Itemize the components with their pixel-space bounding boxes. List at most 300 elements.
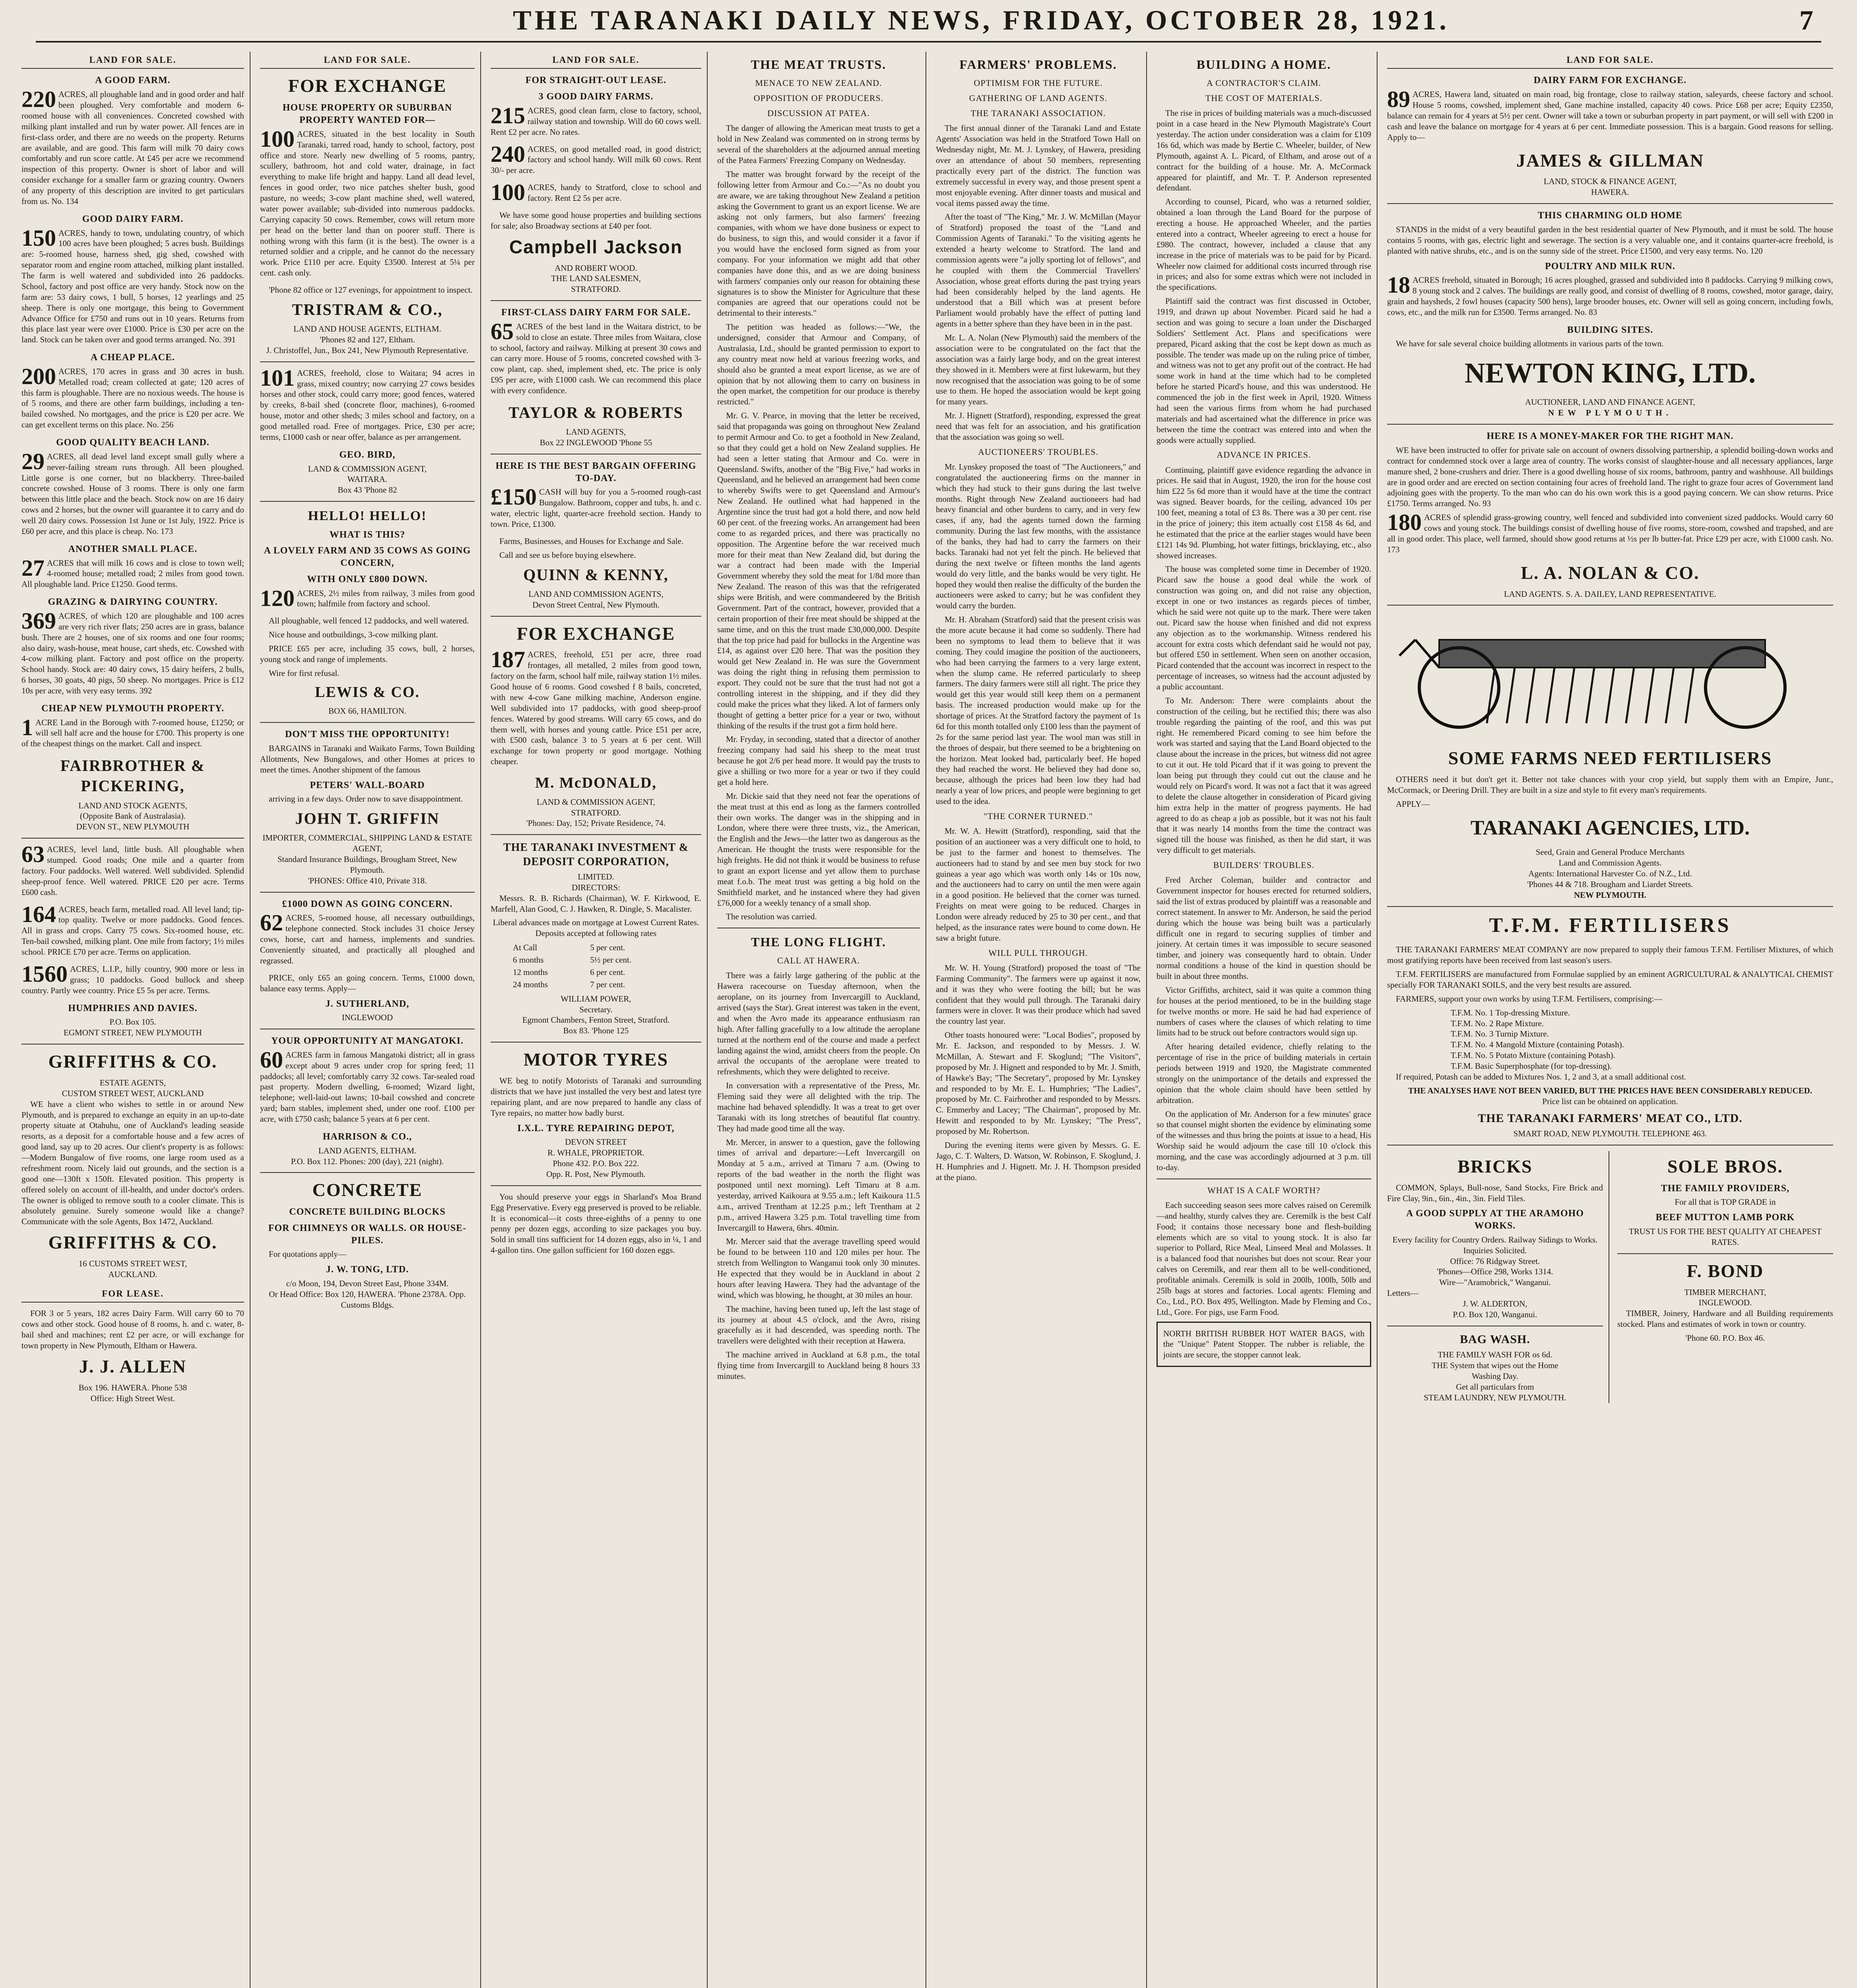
- firm-line: P.O. Box 105.: [109, 1017, 156, 1027]
- acreage: 369: [21, 608, 56, 634]
- article-paragraph: In conversation with a representative of the Press, Mr. Fleming said they were all delighted with the trip. The machine had behaved splendidly. It was a treat to get over Taranaki with its long stretches of beautiful flat country. They had made good time all the way.: [717, 1081, 920, 1133]
- firm-name: THE TARANAKI FARMERS' MEAT CO., LTD.: [1478, 1111, 1743, 1125]
- firm-line: SMART ROAD, NEW PLYMOUTH. TELEPHONE 463.: [1513, 1128, 1707, 1138]
- classified-ad: [260, 365, 475, 443]
- article-subhead: THE TARANAKI ASSOCIATION.: [970, 108, 1106, 118]
- article-subhead: WILL PULL THROUGH.: [988, 947, 1088, 958]
- ad-text: T.F.M. FERTILISERS are manufactured from Formulae supplied by an eminent AGRICULTURAL & ANALYTICAL CHEMIST specially FOR TARANAKI SOILS, and the very best results are assured.: [1387, 969, 1833, 990]
- ad-title: YOUR OPPORTUNITY AT MANGATOKI.: [271, 1036, 464, 1046]
- ad-text: ACRES, of which 120 are ploughable and 100 acres are very rich river flats; 250 acres are in grass, balance bush. There are 2 houses, one of six rooms and one four rooms; also dairy, wash-house, meat house, cart sheds, etc. Cowshed with 4-cow milking plant. Factory and post office on the property. School handy. Stock are: 40 dairy cows, 15 dairy heifers, 2 bulls, 6 horses, 30 goats, 40 pigs, 50 sheep. No mortgages. Price is £12 10s per acre, with very easy terms. 392: [21, 611, 244, 695]
- ad-text: ACRES, 5-roomed house, all necessary outbuildings, telephone connected. Stock includes 31 choice Jersey cows, horse, cart and harness, implements and sundries. Conveniently situated, and practically all ploughed and regrassed.: [260, 913, 475, 965]
- firm-name: TARANAKI AGENCIES, LTD.: [1470, 816, 1750, 839]
- firm-line: P.O. Box 120, Wanganui.: [1453, 1309, 1537, 1319]
- column-1: [16, 52, 250, 1988]
- ad-text: FOR 3 or 5 years, 182 acres Dairy Farm. Will carry 60 to 70 cows and other stock. Good house of 8 rooms, h. and c. water, 8-bail shed and machines; rent £2 per acre, or will exchange for town property in New Plymouth, Eltham or Hawera.: [21, 1309, 244, 1350]
- acreage: 63: [21, 841, 45, 868]
- ad-text: For quotations apply—: [269, 1249, 346, 1259]
- firm-line: R. WHALE, PROPRIETOR.: [547, 1148, 644, 1158]
- firm-line: BOX 66, HAMILTON.: [328, 706, 406, 716]
- table-cell: 5½ per cent.: [590, 955, 632, 965]
- ad-text: Liberal advances made on mortgage at Lowest Current Rates.: [493, 918, 699, 928]
- firm-line: DEVON STREET: [565, 1137, 627, 1147]
- ad-text: Washing Day.: [1471, 1371, 1519, 1381]
- acreage: 18: [1387, 272, 1410, 298]
- ad-text: ACRES, 2½ miles from railway, 3 miles from good town; halfmile from factory and school.: [297, 588, 475, 609]
- ad-title: CONCRETE: [312, 1180, 423, 1200]
- divider: [1387, 605, 1833, 606]
- firm-name: J. SUTHERLAND,: [325, 998, 409, 1009]
- classified-ad: [21, 714, 244, 749]
- ad-heading: GRAZING & DAIRYING COUNTRY.: [48, 597, 218, 608]
- firm-name: GRIFFITHS & CO.: [48, 1051, 217, 1072]
- article-subhead: GATHERING OF LAND AGENTS.: [969, 93, 1108, 103]
- list-item: T.F.M. No. 1 Top-dressing Mixture.: [1451, 1008, 1570, 1017]
- ad-title: T.F.M. FERTILISERS: [1489, 914, 1731, 937]
- table-cell: 12 months: [513, 967, 548, 977]
- ad-title: SOLE BROS.: [1667, 1156, 1783, 1176]
- ad-subtitle: CONCRETE BUILDING BLOCKS: [289, 1207, 446, 1217]
- article-subhead: A CONTRACTOR'S CLAIM.: [1207, 78, 1321, 88]
- divider: [491, 834, 701, 835]
- ad-text: ACRES, good clean farm, close to factory, school, railway station and township. Will do 60 cows well. Rent £2 per acre. No rates.: [491, 105, 701, 137]
- section-header: LAND FOR SALE.: [1387, 52, 1833, 69]
- ad-text: Price list can be obtained on application.: [1542, 1096, 1678, 1106]
- divider: [1387, 424, 1833, 425]
- firm-line: 'Phones 44 & 718. Brougham and Liardet Streets.: [1527, 879, 1693, 889]
- bottom-ads: [1387, 1151, 1833, 1403]
- classified-ad: [491, 141, 701, 176]
- ad-title: MOTOR TYRES: [523, 1049, 669, 1070]
- ad-text: You should preserve your eggs in Sharland's Moa Brand Egg Preservative. Every egg preserved is proved to be reliable. It is economical—it costs three-eighths of a penny to one penny per dozen eggs, according to size packages you buy. Sold in small tins sufficient for 14 dozen eggs, also in ¼, 1 and 4-gallon tins. One gallon sufficient for 160 dozen eggs.: [491, 1192, 701, 1255]
- article-paragraph: The danger of allowing the American meat trusts to get a hold in New Zealand was commented on in strong terms by several of the shareholders at the adjourned annual meeting of the Patea Farmers' Freezing Company on Wednesday.: [717, 123, 920, 165]
- ad-subtitle: WITH ONLY £800 DOWN.: [307, 574, 428, 584]
- article-paragraph: Mr. Lynskey proposed the toast of "The Auctioneers," and congratulated the auctioneering firms on the manner in which they had stuck to their guns during the last twelve months. Right through New Zealand auctioneers had had heavy financial and other burdens to carry, and in very few cases, if any, had the agents turned down the farming community. During the last few months, with the assistance of the banks, they had had to carry the farmers on their backs. Taranaki had not yet felt the pinch. He believed that during the next twelve or fifteen months the land agents would do very little, and the banks would be very tight. He hoped they would then realise the difficulty of the burden the auctioneers were asked to carry; but he was confident they would carry the burden.: [936, 462, 1141, 611]
- ad-text: ACRES, situated in the best locality in South Taranaki, tarred road, handy to school, factory, post office and store. Nearly new dwelling of 5 rooms, pantry, scullery, bathroom, hot and cold water, drainage, in fact everything to make life bright and happy. Land all dead level, fences in good order, two nice patches shelter bush, good pasture, no weeds; 3-cow plant machine shed, well watered, water power available; sub-divided into numerous paddocks. Carrying capacity 50 cows. Remember, cows will return more per head on the better land than on poorer stuff. There is nothing wrong with this farm (it is the best). The owner is a returned soldier and a cripple, and he cannot do the necessary work. Price £110 per acre. Equity £3500. Interest at 5¼ per cent. cash only.: [260, 129, 475, 278]
- list-item: T.F.M. No. 4 Mangold Mixture (containing Potash).: [1451, 1040, 1624, 1050]
- acreage: 215: [491, 102, 525, 128]
- firm-line: Box 43 'Phone 82: [338, 485, 397, 495]
- ad-text: WE have been instructed to offer for private sale on account of owners dissolving partnership, a splendid boiling-down works and contract for condemned stock over a large area of country. The works consist of slaughter-house and all necessary appliances, large manure shed, 2 bone-crushers and drier. There is a good dwelling house of six rooms, bathroom, pantry and washhouse. All buildings are in good order and are erected on section containing four acres of freehold land. The right to graze four acres of Government land adjoining goes with the property. To the man who can do his own work this is a good paying concern. We can show returns. Price £1750. Terms arranged. No. 93: [1387, 445, 1833, 509]
- firm-line: P.O. Box 112. Phones: 200 (day), 221 (night).: [291, 1156, 444, 1166]
- article-subhead: DISCUSSION AT PATEA.: [767, 108, 870, 118]
- firm-line: DIRECTORS:: [571, 882, 621, 892]
- ad-text: THE System that wipes out the Home: [1432, 1361, 1558, 1371]
- firm-line: INGLEWOOD: [342, 1013, 393, 1023]
- ad-text: WE have a client who wishes to settle in or around New Plymouth, and is prepared to exchange an equity in an up-to-date property situate at Otahuhu, one of Auckland's leading seaside resorts, as a deposit for a comfortable house and a few acres of good land, say up to 20 acres. Our client's property is as follows:—Modern Bungalow of five rooms, one large room used as a refreshment room. Nicely laid out grounds, and the section is a good one—130ft x 150ft. Elevated position. This property is offered solely on account of ill-health, and under doctor's orders. The owner is obliged to remove south to a cooler climate. This is absolutely genuine. Surely someone would like a change? Communicate with the sole Agents, Box 1472, Auckland.: [21, 1099, 244, 1227]
- firm-name: J. J. ALLEN: [79, 1356, 186, 1376]
- section-header: LAND FOR SALE.: [491, 52, 701, 69]
- table-cell: 6 months: [513, 955, 544, 965]
- classified-ad: [491, 102, 701, 138]
- ad-text: Deposits accepted at following rates: [535, 928, 657, 938]
- ad-subtitle: 3 GOOD DAIRY FARMS.: [538, 91, 654, 102]
- ad-text: arriving in a few days. Order now to save disappointment.: [269, 794, 463, 804]
- firm-line: STEAM LAUNDRY, NEW PLYMOUTH.: [1424, 1392, 1566, 1402]
- firm-line: AUCTIONEER, LAND AND FINANCE AGENT,: [1525, 397, 1695, 407]
- firm-line: Phone 432. P.O. Box 222.: [553, 1159, 639, 1169]
- firm-line: INGLEWOOD.: [1698, 1298, 1752, 1308]
- section-header: LAND FOR SALE.: [21, 52, 244, 69]
- ad-text: PRICE £65 per acre, including 35 cows, bull, 2 horses, young stock and range of implements.: [260, 644, 475, 664]
- firm-line: ESTATE AGENTS,: [99, 1077, 166, 1087]
- article-subhead: THE COST OF MATERIALS.: [1205, 93, 1323, 103]
- firm-line: WAITARA.: [347, 474, 388, 484]
- classified-ad: [491, 179, 701, 206]
- article-paragraph: The matter was brought forward by the receipt of the following letter from Armour and Co.:—"As no doubt you are aware, we are taking throughout New Zealand a petition asking the Government to grant us an export license. We are asking not only farmers, but also farmers' freezing companies, with whom we have done business or expect to do business, to sign this, and would consider it a favor if you would have the enclosed form signed as from your company. For your information we might add that other companies have done this, and as we are doing business with farmers' companies only our reason for obtaining these signatures is to show the Minister for Agriculture that these companies are agreed that our operations could not be detrimental to their interests.": [717, 169, 920, 318]
- article-subhead: OPPOSITION OF PRODUCERS.: [753, 93, 884, 103]
- firm-line: LAND AND HOUSE AGENTS, ELTHAM.: [293, 324, 441, 334]
- firm-name: THE TARANAKI INVESTMENT & DEPOSIT CORPORATION,: [503, 841, 689, 868]
- ad-text: ACRES farm in famous Mangatoki district; all in grass except about 9 acres under crop for spring feed; 11 paddocks; all level; comfortably carry 32 cows. Tar-sealed road past property. Modern dwelling, 6-roomed; Wizard light, telephone; well-laid-out lawns; 10-bail cowshed and concrete yard; barn stables, implement shed, under one roof. £100 per acre, with £750 cash; balance 5 years at 6 per cent.: [260, 1050, 475, 1124]
- classified-ad: [491, 484, 701, 530]
- ad-text: ACRES freehold, situated in Borough; 16 acres ploughed, grassed and subdivided into 8 paddocks. Carrying 9 milking cows, 8 young stock and 2 calves. The buildings are really good, and consist of dwelling of 8 rooms, cowshed, motor garage, dairy, grain and haysheds, 2 fowl houses (capacity 500 hens), large brooder houses, etc. Owner will sell as going concern, including fowls, cows, etc., and the milk run for £3500. Terms arranged. No. 83: [1387, 275, 1833, 317]
- ad-text: ACRES, handy to town, undulating country, of which 100 acres have been ploughed; 5 acres bush. Buildings are: 5-roomed house, harness shed, gig shed, cowshed with separator room and engine room attached, milking plant installed. The farm is well watered and subdivided into 26 paddocks. School, factory and post office are very handy. Stock now on the farm are: 53 dairy cows, 1 bull, 5 horses, 12 yearlings and 25 sheep. There is only one mortgage, this being to Government Advance Office for £750 and runs out in 10 years. Returns from this place last year were over £1000. Price is £30 per acre on the land. Stock can be taken over and good terms arranged. No. 391: [21, 228, 244, 345]
- table-row: [512, 979, 679, 990]
- acreage: 89: [1387, 86, 1410, 113]
- ad-text: APPLY—: [1396, 799, 1430, 809]
- classified-ad: [21, 555, 244, 590]
- acreage: 62: [260, 910, 283, 936]
- list-item: T.F.M. Basic Superphosphate (for top-dressing).: [1451, 1061, 1612, 1071]
- table-row: [512, 942, 679, 953]
- divider: [491, 300, 701, 301]
- ad-text: ACRES, Hawera land, situated on main road, big frontage, close to railway station, saleyards, cheese factory and school. House 5 rooms, cowshed, implement shed, Gane machine installed, capacity 40 cows. Price £68 per acre; Equity £2350, balance can remain for 4 years at 5½ per cent. Owner will take a town or suburban property in part payment, or will sell with £200 in cash and leave the balance on mortgage for 4 years at 6 per cent. Immediate possession. This is a bargain. Good reasons for selling. Apply to—: [1387, 89, 1833, 142]
- ad-subtitle: A LOVELY FARM AND 35 COWS AS GOING CONCERN,: [264, 546, 471, 569]
- divider: [260, 1172, 475, 1173]
- article-paragraph: On the application of Mr. Anderson for a few minutes' grace so that counsel might shorten the evidence by eliminating some of the witnesses and thus bring the points at issue to a head, His Worship said he would adjourn the case till 10 o'clock this morning, and the case was accordingly adjourned at 3 p.m. till to-day.: [1157, 1109, 1371, 1172]
- firm-line: IMPORTER, COMMERCIAL, SHIPPING LAND & ESTATE AGENT,: [262, 833, 472, 854]
- article-paragraph: Mr. Mercer said that the average travelling speed would be found to be between 110 and 120 miles per hour. The stretch from Wellington to Wanganui took only 30 minutes. He expected that they would be in Auckland in about 2 hours after leaving Hawera. They had the advantage of the wind, which was blowing, he thought, at 30 miles an hour.: [717, 1237, 920, 1300]
- firm-line: Agents: International Harvester Co. of N.Z., Ltd.: [1528, 869, 1692, 879]
- firm-line: DEVON ST., NEW PLYMOUTH: [76, 822, 190, 832]
- article-paragraph: The house was completed some time in December of 1920. Picard saw the house a good deal while the work of construction was going on, and did not raise any objection, except in one or two instances as regards pieces of timber, which he said were not quite up to the mark. There were taken out. Picard saw the house when finished and did not express any objection as to the workmanship. Witness rendered his account for extra costs which defendant said he would not pay, but offered £50 in settlement. When seen on another occasion, Picard contended that the account was incorrect in respect to the percentage of increases, so witness had the account adjusted by a public accountant.: [1157, 564, 1371, 692]
- classified-ad: [260, 912, 475, 966]
- ad-text: OTHERS need it but don't get it. Better not take chances with your crop yield, but supply them with an Empire, Junr., McCormack, or Deering Drill. They are built in a size and style to fit every man's requirements.: [1387, 775, 1833, 795]
- article-paragraph: The machine, having been tuned up, left the last stage of its journey at about 4.5 o'clock, and the Avro, rising gracefully as it had descended, was speeding north. The travellers were delighted with their reception at Hawera.: [717, 1304, 920, 1346]
- ad-text: All ploughable, well fenced 12 paddocks, and well watered.: [269, 616, 469, 626]
- classified-ad: [1387, 509, 1833, 555]
- ad-text: ACRES, handy to Stratford, close to school and factory. Rent £2 5s per acre.: [528, 182, 701, 203]
- article-paragraph: After the toast of "The King," Mr. J. W. McMillan (Mayor of Stratford) proposed the toast of the "Land and Commission Agents of Taranaki." To the visiting agents he extended a hearty welcome to Stratford. The land and commission agents were "a jolly sporting lot of fellows", and he coupled with them the Commercial Travellers' Association, whose great efforts during the past trying years had been considerably helped by the land agents. He understood that a Bill which was at present before Parliament would probably have the effect of putting land agents in a better sphere than they have been in in the past.: [936, 212, 1141, 329]
- ad-heading: A CHEAP PLACE.: [90, 352, 175, 363]
- article-paragraph: Continuing, plaintiff gave evidence regarding the advance in prices. He said that in August, 1920, the iron for the house cost him £22 5s 6d more than it would have at the time the contract was signed. Beaver boards, for the ceiling, advanced 10s per 100 feet, meaning a total of £3 8s. There was a 30 per cent. rise in the price of joinery; this item actually cost £158 4s 6d, and he estimated that the price at the earlier stages would have been £121 14s 9d. Plumbing, hot water fittings, bricklaying, etc., also showed increases.: [1157, 465, 1371, 560]
- firm-line: 'PHONES: Office 410, Private 318.: [308, 876, 427, 885]
- ad-text: ACRES, all ploughable land and in good order and half been ploughed. Very comfortable and modern 6-roomed house with all conveniences. Concreted cowshed with milking plant installed and run by water power. All fences are in first-class order, and there are no weeds on the property. Returns are available, and are good. This farm will milk 70 dairy cows comfortably and run score cattle. At £45 per acre we recommend inspection of this property. Owner is short of labor and will consider exchange for a smaller farm or grazing country. Owners of any property of this description are invited to get particulars from us. No. 134: [21, 89, 244, 206]
- ad-subtitle: WHAT IS THIS?: [329, 529, 406, 540]
- firm-line: LAND AND COMMISSION AGENTS,: [528, 589, 664, 599]
- ad-heading: A GOOD FARM.: [95, 75, 171, 86]
- ad-heading: POULTRY AND MILK RUN.: [1545, 261, 1675, 272]
- article-headline: FARMERS' PROBLEMS.: [959, 57, 1117, 72]
- ad-text: ACRES of splendid grass-growing country, well fenced and subdivided into convenient sized paddocks. Would carry 60 cows and young stock. The buildings consist of dwelling house of five rooms, store-room, cowshed and trapshed, and are all in good order. This place, well farmed, should show good returns at ½s per lb butter-fat. Price £29 per acre, with £1000 cash. No. 173: [1387, 513, 1833, 554]
- firm-name: QUINN & KENNY,: [523, 565, 669, 584]
- firm-line: Egmont Chambers, Fenton Street, Stratford.: [522, 1015, 670, 1025]
- divider: [21, 838, 244, 839]
- ad-text: ACRE Land in the Borough with 7-roomed house, £1250; or will sell half acre and the house for £700. This property is one of the cheapest things on the market. Call and inspect.: [21, 717, 244, 749]
- firm-line: Secretary.: [579, 1004, 613, 1014]
- masthead-title: THE TARANAKI DAILY NEWS, FRIDAY, OCTOBER 28, 1921.: [513, 5, 1450, 36]
- acreage: 29: [21, 448, 45, 474]
- ad-text: FARMERS, support your own works by using T.F.M. Fertilisers, comprising:—: [1396, 994, 1663, 1004]
- ad-text: THE FAMILY WASH FOR os 6d.: [1438, 1350, 1552, 1360]
- ad-text: For all that is TOP GRADE in: [1675, 1197, 1776, 1207]
- ad-text: Farms, Businesses, and Houses for Exchange and Sale.: [499, 536, 684, 546]
- firm-name: M. McDONALD,: [535, 775, 657, 792]
- article-subhead: OPTIMISM FOR THE FUTURE.: [974, 78, 1103, 88]
- ad-text: ACRES, level land, little bush. All ploughable when stumped. Good roads; One mile and a quarter from factory. Four paddocks. Well watered. Well subdivided. Splendid sheep-proof fence. Well watered. PRICE £20 per acre. Terms £600 cash.: [21, 845, 244, 897]
- article-paragraph: During the evening items were given by Messrs. G. E. Jago, C. T. Walters, D. Watson, W. Robinson, F. Skoglund, J. H. Humphries and J. Hignett. Mr. J. H. Thompson presided at the piano.: [936, 1140, 1141, 1182]
- ad-title: HELLO! HELLO!: [308, 509, 427, 524]
- divider: [1617, 1253, 1833, 1254]
- article-subhead: AUCTIONEERS' TROUBLES.: [978, 447, 1098, 457]
- ad-text: Nice house and outbuildings, 3-cow milking plant.: [269, 630, 438, 640]
- page-number: 7: [1799, 5, 1813, 36]
- article-paragraph: The rise in prices of building materials was a much-discussed point in a case heard in the New Plymouth Magistrate's Court yesterday. The action under consideration was a claim for £109 16s 6d, which was made by Bertie C. Wheeler, builder, of New Plymouth, against A. L. Picard, of Eltham, and arose out of a contract for the building of a house. Mr. A. McCormack appeared for plaintiff, and Mr. T. P. Anderson represented defendant.: [1157, 108, 1371, 193]
- firm-name: HARRISON & CO.,: [322, 1131, 412, 1142]
- firm-line: AUCKLAND.: [108, 1269, 157, 1279]
- classified-ad: [260, 126, 475, 278]
- divider: [491, 616, 701, 617]
- ad-title: DON'T MISS THE OPPORTUNITY!: [285, 729, 450, 740]
- acreage: 1560: [21, 961, 68, 987]
- article-headline: BUILDING A HOME.: [1196, 57, 1331, 72]
- ad-text: NORTH BRITISH RUBBER HOT WATER BAGS, with the "Unique" Patent Stopper. The rubber is reliable, the joints are secure, the stopper cannot leak.: [1163, 1328, 1364, 1360]
- ad-title: SOME FARMS NEED FERTILISERS: [1448, 748, 1772, 769]
- article-paragraph: Mr. L. A. Nolan (New Plymouth) said the members of the association were to be congratulated on the fact that the association was a fairly large body, and on the great interest they showed in it. Members were at first lukewarm, but they now recognised that the association was going to be of some use to them. He hoped the association would be kept going for many years.: [936, 333, 1141, 407]
- classified-ad: [21, 86, 244, 207]
- table-row: [512, 967, 679, 978]
- ad-subtitle: HOUSE PROPERTY OR SUBURBAN PROPERTY WANTED FOR—: [282, 103, 452, 126]
- ad-text: ACRES, on good metalled road, in good district; factory and school handy. Will milk 60 cows. Rent 30/- per acre.: [491, 144, 701, 175]
- firm-line: LAND & COMMISSION AGENT,: [536, 797, 656, 807]
- firm-line: NEW PLYMOUTH.: [1574, 890, 1647, 900]
- firm-name: L. A. NOLAN & CO.: [1521, 562, 1700, 583]
- classified-ad: [21, 608, 244, 696]
- ad-heading: GOOD QUALITY BEACH LAND.: [56, 437, 210, 448]
- ad-text: We have for sale several choice building allotments in various parts of the town.: [1396, 339, 1664, 349]
- table-cell: 6 per cent.: [590, 967, 625, 977]
- firm-line: Seed, Grain and General Produce Merchants: [1535, 847, 1685, 857]
- acreage: 60: [260, 1046, 283, 1073]
- firm-line: J. Christoffel, Jun., Box 241, New Plymouth Representative.: [266, 345, 469, 355]
- column-5: [930, 52, 1147, 1988]
- article-subhead: ADVANCE IN PRICES.: [1217, 450, 1311, 460]
- article-paragraph: Victor Griffiths, architect, said it was quite a common thing for houses at the period mentioned, to be in the building stage for twelve months or more. He said he had had experience of numbers of cases where the clauses of which relating to time limits had to be struck out before contractors would sign up.: [1157, 985, 1371, 1038]
- classified-ad: [21, 901, 244, 957]
- divider: [1387, 203, 1833, 204]
- acreage: 187: [491, 646, 525, 673]
- ad-title: £1000 DOWN AS GOING CONCERN.: [282, 899, 453, 909]
- article-paragraph: Mr. G. V. Pearce, in moving that the letter be received, said that propaganda was going on throughout New Zealand to permit Armour and Co. to get a foothold in New Zealand, so that they could get a hold on New Zealand supplies. He had seen a letter stating that Armour and Co. were in Queensland. Swifts, another of the "Big Five," had works in Queensland, and he believed an arrangement had been come to whereby Swifts were to get Queensland and Armour's New Zealand. He outlined what had happened in the Argentine since the trust had got a hold there, and now held 60 per cent. of the freezing works. An arrangement had been come to as regarded prices, and there was practically no opposition. The Argentine before the war received much more for their meat than New Zealand did, but during the war a contract had been made with the Imperial Government whereby they sold the meat for 1/8d more than New Zealand. The reason of this was that the refrigerated ships were British, and were commandeered by the British Government. Part of the contract, however, provided that a certain proportion of their free meat should be shipped at the same time, and on this the trust made £30,000,000. Despite that the top price had paid for bullocks in the Argentine was £14, as against over £20 here. That was the position they would get New Zealand in. He was sure the Government was doing the right thing in refusing them permission to export. They could not be sure that the trust had not got a controlling interest in the shipping, and if they did they could make the prices what they liked. A lot of farmers only thought of getting a better price for a year or two, without thinking of the results if the trust got a firm hold here.: [717, 411, 920, 730]
- ad-box: [1157, 1322, 1371, 1367]
- ad-text: ACRES, freehold, close to Waitara; 94 acres in grass, mixed country; now carrying 27 cows besides horses and other stock, could carry more; good fences, watered by creeks, 8-bail shed (concrete floor, machines), 6-roomed house, motor and other sheds; 3 miles school and factory, on a good metalled road. Free of mortgages. Price, £30 per acre; terms, £1000 cash or near offer, balance as per arrangement.: [260, 368, 475, 442]
- firm-line: 'Phone 60. P.O. Box 46.: [1685, 1333, 1765, 1343]
- article-subhead: MENACE TO NEW ZEALAND.: [755, 78, 882, 88]
- firm-line: Standard Insurance Buildings, Brougham Street, New Plymouth.: [277, 854, 457, 875]
- article-paragraph: Plaintiff said the contract was first discussed in October, 1919, and drawn up about November. Picard said he had a section and was going to secure a loan under the Discharged Soldiers' Settlement Act. Plans and specifications were prepared, Picard asking that the cost be kept down as much as possible. The tender was made up on the ruling price of timber, and witness was not to get any profit out of the contract. He had some work in hand at the time which had to be completed before he started Picard's house, and this was understood. He commenced the job in the first week in April, 1920. Witness had seen the various firms from whom he had purchased materials and had ascertained what the difference in price was between the time the contract was entered into and when the goods were actually supplied.: [1157, 296, 1371, 445]
- firm-line: Or Head Office: Box 120, HAWERA. 'Phone 2378A. Opp. Customs Bldgs.: [269, 1289, 466, 1310]
- ad-text: 'Phones—Office 298, Works 1314.: [1437, 1267, 1553, 1277]
- acreage: 65: [491, 318, 514, 344]
- firm-name: Campbell Jackson: [509, 236, 683, 257]
- ad-text: Letters—: [1387, 1288, 1419, 1298]
- ad-text: ACRES, beach farm, metalled road. All level land; tip-top quality. Twelve or more paddocks. Good fences. All in grass and crops. Carry 75 cows. Six-roomed house, etc. Ten-bail cowshed, milking plant. One mile from factory; 1½ miles school. PRICE £70 per acre. Terms on application.: [21, 904, 244, 957]
- ad-title: FOR EXCHANGE: [288, 76, 447, 96]
- ad-text: TIMBER, Joinery, Hardware and all Building requirements stocked. Plans and estimates of work in town or country.: [1617, 1309, 1833, 1329]
- firm-name: GEO. BIRD,: [339, 449, 396, 460]
- firm-line: Office: High Street West.: [90, 1393, 175, 1403]
- classified-ad: [491, 646, 701, 767]
- ad-subtitle: A GOOD SUPPLY AT THE ARAMOHO WORKS.: [1406, 1208, 1584, 1231]
- divider: [260, 501, 475, 502]
- ad-text: ACRES that will milk 16 cows and is close to town well; 4-roomed house; metalled road; 2 miles from good town. All ploughable land. Price £1250. Good terms.: [21, 558, 244, 589]
- ad-heading: HERE IS A MONEY-MAKER FOR THE RIGHT MAN.: [1486, 431, 1734, 442]
- firm-line: TIMBER MERCHANT,: [1684, 1287, 1766, 1297]
- ad-text: Get all particulars from: [1456, 1382, 1534, 1392]
- acreage: 120: [260, 585, 295, 611]
- list-item: T.F.M. No. 3 Turnip Mixture.: [1451, 1029, 1549, 1039]
- ad-text: PRICE, only £65 an going concern. Terms, £1000 down, balance easy terms. Apply—: [260, 973, 475, 993]
- firm-line: NEW PLYMOUTH.: [1548, 408, 1673, 418]
- table-cell: 5 per cent.: [590, 943, 625, 953]
- column-2: [254, 52, 481, 1988]
- acreage: 101: [260, 365, 295, 391]
- ad-text: Call and see us before buying elsewhere.: [499, 550, 636, 560]
- article-paragraph: The resolution was carried.: [726, 912, 817, 922]
- firm-name: JOHN T. GRIFFIN: [295, 810, 440, 828]
- masthead: [36, 3, 1821, 43]
- fertiliser-list: [1387, 1008, 1833, 1072]
- divider: [260, 892, 475, 893]
- section-header: FOR LEASE.: [21, 1285, 244, 1303]
- firm-name: NEWTON KING, LTD.: [1464, 357, 1756, 389]
- article-paragraph: The first annual dinner of the Taranaki Land and Estate Agents' Association was held in the Stratford Town Hall on Wednesday night, Mr. M. J. Lynskey, of Hawera, presiding over an attendance of about 50 members, representing practically every part of the district. The function was extremely successful in every way, and those present spent a most enjoyable evening. After dinner toasts and musical and vocal items passed away the time.: [936, 123, 1141, 208]
- acreage: 100: [491, 179, 525, 206]
- article-paragraph: After hearing detailed evidence, chiefly relating to the percentage of rise in the price of building materials in certain periods between 1919 and 1920, the Magistrate commented strongly on the unimportance of the details and expressed the opinion that the whole claim should have been settled by arbitration.: [1157, 1042, 1371, 1105]
- firm-name: FAIRBROTHER & PICKERING,: [60, 757, 206, 795]
- firm-line: STRATFORD.: [571, 808, 621, 817]
- firm-line: LAND, STOCK & FINANCE AGENT,: [1543, 177, 1677, 186]
- article-paragraph: Mr. W. A. Hewitt (Stratford), responding, said that the position of an auctioneer was a very difficult one to hold, to be just to the farmer and honest to themselves. The auctioneers had to stand by and see men buy stock for two guineas a year ago which was worth only 14s or 10s now, and the auctioneers had to carry on until the men were again in a good position. He believed that the corner was turned. Freights on meat were going to be reduced. Charges in London were already reduced by 25 to 30 per cent., and that helped, as the insurance rates were bound to come down. He saw a bright future.: [936, 826, 1141, 943]
- article-paragraph: Mr. Mercer, in answer to a question, gave the following times of arrival and departure:—Left Invercargill on Monday at 5 a.m., arrived at Timaru 7 a.m. (Owing to reports of the bad weather in the north the flight was postponed until next morning). Left Timaru at 8 a.m. yesterday, arrived Kaikoura at 9.55 a.m.; left Kaikoura 11.5 a.m., arrived Trentham at 12.25 p.m.; left Trentham at 2 p.m., arrived Hawera 3.25 p.m. Total travelling time from Invercargill to Hawera, 6hrs. 40min.: [717, 1137, 920, 1233]
- ad-text: ACRES of the best land in the Waitara district, to be sold to close an estate. Three miles from Waitara, close to school, factory and railway. Milking at present 30 cows and can carry more. House of 5 rooms, concreted cowshed with 3-cow plant, cap. shed, implement shed, etc. The price is only £95 per acre, with £1000 cash. We can recommend this place with every confidence.: [491, 321, 701, 396]
- ad-title: FOR STRAIGHT-OUT LEASE.: [525, 75, 667, 86]
- article-subhead: BUILDERS' TROUBLES.: [1213, 860, 1315, 870]
- column-6: [1151, 52, 1378, 1988]
- table-cell: 24 months: [513, 979, 548, 989]
- firm-line: Box 83. 'Phone 125: [563, 1026, 629, 1036]
- sole-bros-ad: [1617, 1151, 1833, 1403]
- ad-text: ACRES, 170 acres in grass and 30 acres in bush. Metalled road; cream collected at gate; 120 acres of this farm is ploughable. There are no noxious weeds. The house is of 5 rooms, and there are other farm buildings, including a ten-bailed cowshed. No mortgages, and the price is £20 per acre. We can get excellent terms on this place. No. 256: [21, 366, 244, 430]
- ad-text: Office: 76 Ridgway Street.: [1450, 1256, 1540, 1266]
- classified-ad: [260, 585, 475, 611]
- ad-subtitle: PETERS' WALL-BOARD: [310, 780, 425, 790]
- section-header: LAND FOR SALE.: [260, 52, 475, 69]
- firm-name: GRIFFITHS & CO.: [48, 1232, 217, 1253]
- firm-name: TRISTRAM & CO.,: [292, 300, 443, 318]
- seed-drill-illustration: [1387, 616, 1833, 735]
- ad-text: 'Phone 82 office or 127 evenings, for appointment to inspect.: [269, 285, 473, 295]
- ad-subtitle: BEEF MUTTON LAMB PORK: [1655, 1212, 1795, 1223]
- firm-name: LEWIS & CO.: [315, 683, 420, 701]
- ad-heading: BUILDING SITES.: [1567, 324, 1653, 335]
- ad-text: STANDS in the midst of a very beautiful garden in the best residential quarter of New Plymouth, and it must be sold. The house contains 5 rooms, with gas, electric light and sewerage. The section is a very valuable one, and it contains quarter-acre freehold, is planted with native shrubs, etc., and is on the sunny side of the street. Price £1500, and very easy terms. No. 120: [1387, 224, 1833, 256]
- firm-line: LAND AGENTS,: [566, 427, 626, 437]
- firm-line: 'Phones: Day, 152; Private Residence, 74.: [526, 818, 666, 828]
- article-headline: THE LONG FLIGHT.: [751, 935, 886, 949]
- price: £150: [491, 484, 537, 510]
- ad-text: BARGAINS in Taranaki and Waikato Farms, Town Building Allotments, New Bungalows, and other Homes at prices to meet the times. Another shipment of the famous: [260, 743, 475, 775]
- firm-line: Box 196. HAWERA. Phone 538: [78, 1382, 187, 1392]
- firm-name: F. BOND: [1686, 1260, 1764, 1281]
- article-subhead: WHAT IS A CALF WORTH?: [1207, 1185, 1321, 1195]
- ad-title: FIRST-CLASS DAIRY FARM FOR SALE.: [501, 307, 691, 318]
- ad-heading: CHEAP NEW PLYMOUTH PROPERTY.: [41, 703, 224, 714]
- firm-line: Opp. R. Post, New Plymouth.: [546, 1169, 646, 1179]
- ad-title: BRICKS: [1457, 1156, 1533, 1176]
- classified-ad: [21, 363, 244, 430]
- firm-line: STRATFORD.: [571, 284, 621, 294]
- firm-line: LAND AGENTS, ELTHAM.: [318, 1145, 417, 1155]
- column-3: [485, 52, 708, 1988]
- firm-line: THE LAND SALESMEN,: [551, 274, 641, 283]
- divider: [491, 1042, 701, 1043]
- firm-line: (Opposite Bank of Australasia).: [80, 811, 186, 821]
- ad-text: Wire—"Aramobrick," Wanganui.: [1439, 1277, 1551, 1287]
- firm-name: HUMPHRIES AND DAVIES.: [68, 1003, 198, 1013]
- classified-ad: [21, 225, 244, 346]
- table-cell: At Call: [513, 943, 538, 953]
- ad-text: If required, Potash can be added to Mixtures Nos. 1, 2 and 3, at a small additional cost.: [1396, 1072, 1686, 1081]
- ad-text: We have some good house properties and building sections for sale; also Broadway sections at £40 per foot.: [491, 210, 701, 231]
- classified-ad: [260, 1046, 475, 1124]
- article-paragraph: Mr. Dickie said that they need not fear the operations of the meat trust at this end as long as the farmers controlled their own works. The danger was in the shipping and in London, where there were three trusts, viz., the American, the English and the Jews—the latter two as dangerous as the American. He thought the trusts were responsible for the high freights. He did not think it would be business to refuse to grant an export license and yet allow them to purchase meat f.o.b. The meat trust was getting a big hold on the Smithfield market, and he instanced where they had given £76,000 for a weekly tenancy of a small shop.: [717, 791, 920, 908]
- article-paragraph: To Mr. Anderson: There were complaints about the construction of the ceiling, but he rectified this; there was also trouble regarding the painting of the roof, and this was put right. He remembered Picard coming to see him before the work was started and saying that the Land Board objected to the clause about the increase in the prices, but witness did not agree to cut it out. He told Picard that if it was going to prevent the loan being put through they could cut out the clause and he would rely on Picard's word. It was not a fact that it was agreed to delete the clause altogether in consideration of Picard giving him extra help in the matter of progress payments. He had agreed to do as cheap a job as possible, but it was not his fault that it was nearly 14 months from the time the contract was signed till the house was finished, as then he did start, it was very difficult to get materials.: [1157, 695, 1371, 855]
- ad-text: Every facility for Country Orders. Railway Sidings to Works. Inquiries Solicited.: [1392, 1235, 1598, 1255]
- ad-text: THE ANALYSES HAVE NOT BEEN VARIED, BUT THE PRICES HAVE BEEN CONSIDERABLY REDUCED.: [1408, 1085, 1812, 1095]
- ad-title: HERE IS THE BEST BARGAIN OFFERING TO-DAY.: [495, 460, 697, 483]
- acreage: 240: [491, 141, 525, 167]
- firm-line: Land and Commission Agents.: [1558, 858, 1662, 868]
- ad-title: BAG WASH.: [1460, 1332, 1530, 1346]
- ad-text: ACRES, L.I.P., hilly country, 900 more or less in grass; 10 paddocks. Good bullock and sheep country. Partly wee country. Price £5 5s per acre. Terms.: [21, 964, 244, 995]
- ad-heading: GOOD DAIRY FARM.: [82, 214, 184, 224]
- ad-text: CASH will buy for you a 5-roomed rough-cast Bungalow. Bathroom, copper and tubs, h. and c. water, electric light, quarter-acre freehold section. Handy to town. Price, £1300.: [491, 487, 701, 529]
- firm-line: AND ROBERT WOOD.: [555, 263, 637, 273]
- ad-text: COMMON, Splays, Bull-nose, Sand Stocks, Fire Brick and Fire Clay, 9in., 6in., 4in., 3in. Field Tiles.: [1387, 1182, 1603, 1203]
- rates-table: [512, 941, 680, 991]
- divider: [260, 361, 475, 362]
- firm-line: HAWERA.: [1591, 187, 1629, 197]
- ad-subtitle: FOR CHIMNEYS OR WALLS. OR HOUSE-PILES.: [268, 1223, 467, 1246]
- ad-heading: DAIRY FARM FOR EXCHANGE.: [1533, 75, 1687, 86]
- article-paragraph: Other toasts honoured were: "Local Bodies", proposed by Mr. E. Jackson, and responded to by Messrs. J. W. McMillan, A. Stewart and F. Skoglund; "The Visitors", proposed by Mr. J. Hignett and responded to by Mr. J. Smith, of Hawke's Bay; "The Secretary", proposed by Mr. Lynskey and responded to by Mr. E. L. Humphries; "The Ladies", proposed by Mr. C. Fairbrother and responded to by Messrs. C. Emmerby and Lacey; "The Chairman", proposed by Mr. Hewitt and responded to by Mr. Lynskey; "The Press", proposed by Mr. Robertson.: [936, 1030, 1141, 1136]
- firm-line: EGMONT STREET, NEW PLYMOUTH: [64, 1028, 202, 1038]
- classified-ad: [1387, 86, 1833, 142]
- ad-text: Wire for first refusal.: [269, 668, 340, 678]
- firm-line: WILLIAM POWER,: [561, 994, 631, 1004]
- ad-text: WE beg to notify Motorists of Taranaki and surrounding districts that we have just installed the very best and latest tyre repairing plant, and are now prepared to handle any class of Tyre repairs, no matter how badly burst.: [491, 1076, 701, 1118]
- article-subhead: "THE CORNER TURNED.": [983, 811, 1093, 821]
- firm-line: LAND AGENTS. S. A. DAILEY, LAND REPRESENTATIVE.: [1504, 589, 1716, 599]
- ad-text: Messrs. R. B. Richards (Chairman), W. F. Kirkwood, E. Marfell, Alan Good, C. J. Hawken, R. Dingle, S. Macalister.: [491, 893, 701, 914]
- firm-line: 'Phones 82 and 127, Eltham.: [320, 334, 415, 344]
- firm-line: Box 22 INGLEWOOD 'Phone 55: [539, 438, 652, 448]
- acreage: 220: [21, 86, 56, 113]
- firm-name: JAMES & GILLMAN: [1516, 150, 1704, 171]
- acreage: 150: [21, 225, 56, 251]
- firm-line: 16 CUSTOMS STREET WEST,: [78, 1259, 187, 1269]
